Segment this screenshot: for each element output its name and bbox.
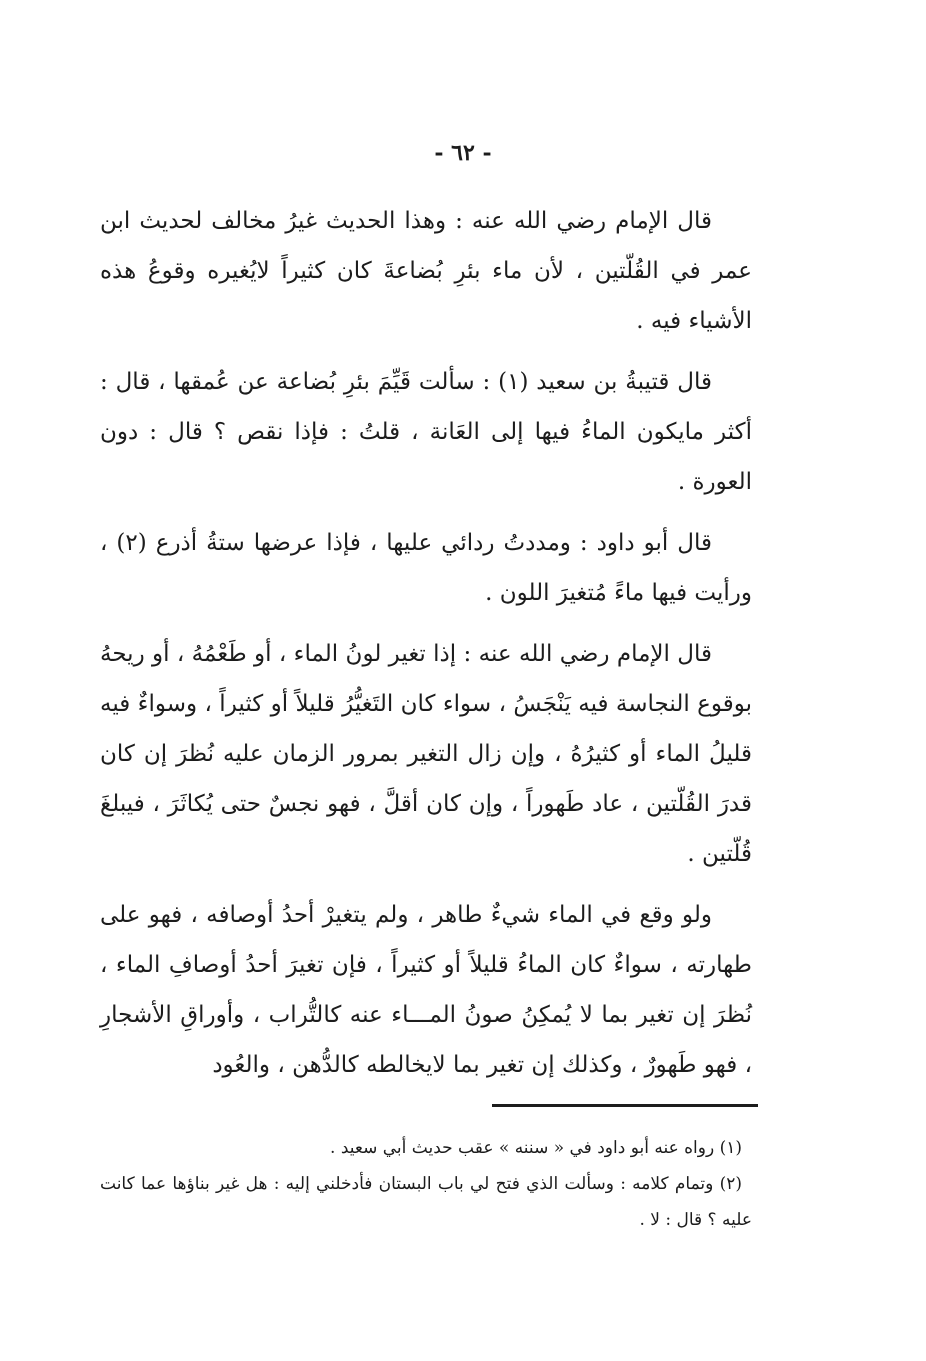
page-number: - ٦٢ - bbox=[434, 140, 492, 166]
footnote: (٢) وتمام كلامه : وسألت الذي فتح لي باب البستان فأدخلني إليه : هل غير بناؤها عما كانت عليه ؟ قال : لا . bbox=[100, 1174, 752, 1230]
paragraph: ولو وقع في الماء شيءٌ طاهر ، ولم يتغيرْ أحدُ أوصافه ، فهو على طهارته ، سواءٌ كان الماءُ قليلاً أو كثيراً ، فإن تغيرَ أحدُ أوصافِ الماء ، نُظرَ إن تغير بما لا يُمكِنُ صونُ المـــاء عنه كالتُّراب ، وأوراقِ الأشجارِ ، فهو طَهورٌ ، وكذلك إن تغير بما لايخالطه كالدُّهن ، والعُود bbox=[100, 902, 752, 1078]
paragraph: قال الإمام رضي الله عنه : إذا تغير لونُ الماء ، أو طَعْمُهُ ، أو ريحهُ بوقوع النجاسة فيه يَنْجَسُ ، سواء كان التَغيُّرُ قليلاً أو كثيراً ، وسواءٌ فيه قليلُ الماء أو كثيرُهُ ، وإن زال التغير بمرور الزمان عليه نُظرَ إن كان قدرَ القُلّتين ، عاد طَهوراً ، وإن كان أقلَّ ، فهو نجسٌ حتى يُكاثَرَ ، فيبلغَ قُلّتين . bbox=[100, 641, 752, 867]
paragraph: قال قتيبةُ بن سعيد (١) : سألت قَيِّمَ بئرِ بُضاعة عن عُمقها ، قال : أكثر مايكون الماءُ فيها إلى العَانة ، قلتُ : فإذا نقص ؟ قال : دون العورة . bbox=[100, 369, 752, 495]
footnotes bbox=[100, 1130, 752, 1238]
paragraph: قال أبو داود : ومددتُ ردائي عليها ، فإذا عرضها ستةُ أذرع (٢) ، ورأيت فيها ماءً مُتغيرَ اللون . bbox=[100, 530, 752, 606]
footnote: (١) رواه عنه أبو داود في « سننه » عقب حديث أبي سعيد . bbox=[330, 1138, 742, 1158]
paragraph: قال الإمام رضي الله عنه : وهذا الحديث غيرُ مخالف لحديث ابن عمر في القُلّتين ، لأن ماء بئرِ بُضاعةَ كان كثيراً لايُغيره وقوعُ هذه الأشياء فيه . bbox=[100, 208, 752, 334]
body-text bbox=[100, 196, 752, 1101]
footnote-separator bbox=[492, 1104, 758, 1107]
